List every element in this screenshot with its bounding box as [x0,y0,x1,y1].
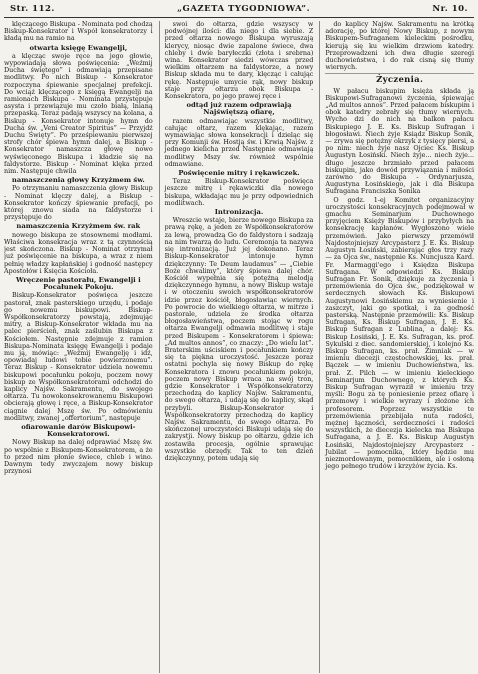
subheading: namaszczenia Krzyżmem św. rak [16,222,141,231]
subheading: ofiarowanie darów Biskupowi-Konsekratorowi. [21,422,136,439]
paragraph: razem odmawiając wszystkie modlitwy, całując ołtarz, razem klękając, razem wymawiając słowa konsekracji i dzieląc się przy Komunji św. Hostją św. i Krwią Najśw. z jednego kielicha przed Następnie odmawiają modlitwy Mszy św. również wspólnie odmawiane. [164,116,314,168]
subheading: Intronizacja. [214,208,264,217]
paragraph: Teraz Biskup-Konsekrator poświęca jeszcze mitrę i rękawiczki dla nowego biskupa, wkładając mu je przy odpowiednich modlitwach. [164,177,314,207]
issue-number: Nr. 10. [432,4,468,14]
column-3 [319,21,474,673]
paragraph: W pałacu biskupim księża składa ją Biskupowi-Sufraganowi życzenia, śpiewając „Ad multos annos”. Przed pałacem biskupim i obok katedry zebrały się tłumy wiernych. Wycho dzi do nich na balkon pałacu Biskupiego J. E. Ks. Biskup Sufragan i błogosławi. Niech żyje Ksiądz Biskup Sonik,— zrywa się potężny okrzyk z tysięcy piersi, a po nim: niech żyje nasz Ojciec Ks. Biskup Augustyn Łosiński. Niech żyje... niech żyje... długo jeszcze brzmiało przed pałacem biskupim, jako dowód przywiązania i miłości zarówno do Biskupa - Ordynarjusza, Augustyna Łosińskiego, jak i dla Biskupa Sufragana Franciszka Sonika [325,86,475,196]
paragraph: Wreszcie wstaje, bierze nowego Biskupa za prawą rękę, a jeden ze Współkonsekratorów za lewą, prowadzą Go do faldystora i sadzają na nim twarzą do ludu. Ceremonja ta nazywa się intronizacją. Już jej dokonano. Teraz Biskup-Konsekrator intonuje hymn dziękczynny: Te Deum laudamus” — „Ciebie Boże chwalimy”, który śpiewa dalej chór. Kościół wypełnia się potężną melodją dziękczynnego hymnu, a nowy Biskup wstaje i w otoczeniu swoich współkonsekratorów idzie przez kościół, błogosławiąc wiernych. Po powrocie do wielkiego ołtarza, w mitrze i pastorale, udziela ze środka ołtarza błogosławieństwa, poczem stojąc w rogu ołtarza Ewangelji odmawia modlitwę i staje przed Biskupem - Konsekratorem i śpiewa: „Ad multos annos”, co znaczy: „Do wielu lat”. Braterskim uściskiem i pocałunkiem kończy się ta piękna uroczystość. Jeszcze poraz ostatni pochyla się nowy Biskup do rękę Konsekratora i znowu pocałunkiem pokoju, poczem nowy Biskup wraca na swój tron, gdzie Konsekrator i Współkonsekratorzy przechodzą do kaplicy Najśw. Sakramentu, do swego ołtarza, i udają się do kaplicy, skąd przybyli. Biskup-Konsekrator i Współkonsekratorzy przechodzą do kaplicy Najśw. Sakramentu, do swego ołtarza. Po skończonej uroczystości Biskupi udają się do zakrystji. Nowy biskup po ołtarzu, gdzie ich zostawiła procesja, ogólnie sprawując wszystkie obrzędy. Tak to ten dzień dziękczynny, potem udają się [164,216,314,462]
paragraph: Po otrzymaniu namaszczenia głowy Biskup - Nominat klęczy dalej, a Biskup - Konsekrator kończy śpiewanie prefacji, po której znowu siada na faldystorze i przystępuje do [4,184,153,222]
paragraph: Biskup-Konsekrator poświęca jeszcze pastorał, znak pasterskiego urzędu, i podaje go nowemu biskupowi. Biskup-Współkonsekratorzy powstają, zdejmując mitry, a Biskup-Konsekrator wkłada mu na palec pierścień, znak zaślubin Biskupa z Kościołem. Następnie zdejmuje z ramion Biskupa-Nominata księgę Ewangelji i podaje mu ją, mówiąc: „Weźmij Ewangelję i idź, opowiadaj ludowi tobie powierzonemu”. Teraz Biskup - Konsekrator udziela nowemu biskupowi pocałunku pokoju, poczem nowy biskup ze Współkonsekratorami odchodzi do kaplicy Najśw. Sakramentu, do swojego ołtarza. Tu nowokonsekrowanemu Biskupowi obcierają głowę i ręce, a Biskup-Konsekrator ciągnie dalej Mszę św. Po odmówieniu modlitwy, zwanej „offertorium”, następuje [4,291,153,422]
subheading: Poświęcenie mitry i rękawiczek. [178,169,300,178]
section-heading: Życzenia. [376,75,424,86]
page-header [4,4,474,18]
newspaper-title: „GAZETA TYGODNIOWA”. [177,4,311,14]
column-2 [159,21,314,673]
paragraph: a klęcząc swoje ręce na jego głowie, wypowiadają słowa poświęcenia: „Weźmij Ducha świętego” i odmawiają przepisane modlitwy. Po nich Biskup - Konsekrator rozpoczyna śpiewanie specjalnej prefekcji. Do wciąż klęczącego z księgą Ewangelji na ramionach Biskupa - Nominata przystępuje asysta i przewiązuje mu czoło białą, lnianą przepaską. Teraz padają wszyscy na kolana, a Biskup - Konsekrator intonuje hymn do Ducha św. „Veni Creator Spiritus” — Przyjdź Duchu Święty”. Po prześpiewaniu pierwszej strofy chór śpiewa hymn dalej, a Biskup - Konsekrator namaszcza głowę nowo wyświęconego Biskupa i kładzie się na faldystorze. Biskup - Nominat klęka przed nim. Następuje chwila [4,51,153,176]
paragraph: klęczącego Biskupa - Nominata pod chodzą Biskup-Konsekrator i Współ konsekratorzy i kładą mu na ramio na [4,21,153,43]
subheading: Wręczenie pastorału, Ewangelji i Pocałunek Pokoju. [15,275,141,292]
paragraph: swoi do ołtarza, gdzie wszyscy w podwójnej ilości: dla niego i dla siebie. Z przed ołtarza nowego Biskupa wyruszają klerycy, niosąc dwie zapalone świece, dwa chleby i dwie baryłeczki (złota i srebrna) wina. Konsekrator siedzi wówczas przed wielkim ołtarzem na faldystorze, a nowy Biskup składa mu te dary, klęcząc i całując rękę. Następuje umycie rąk, nowy biskup staje przy ołtarzu obok Biskupa - Konsekratora, po jego prawej ręce i [164,21,314,101]
subheading: odtąd już razem odprawiają Najświętszą ofiarę, [186,101,292,117]
article-columns [4,21,474,673]
page-number: Str. 112. [10,4,55,14]
paragraph: do kaplicy Najśw. Sakramentu na krótką adorację, po której Nowy Biskup, z nowym Biskupem-Sufraganem kieleckim pośrodku, kierują się ku wielkim drzwiom katedry. Przeprowadzeni ich dwa długie szeregi duchowieństwa, i do rak cisną się tłumy wiernych. [325,21,475,72]
paragraph: Nowy Biskup na dalej odprawiać Mszę św. po wspólnie z Biskupem-Konsekratorem, a że to przed nim płonie świece, chleb i wino. Dawnym tedy zwyczajem nowy biskup przynosi [4,438,153,476]
subheading: namaszczenia głowy Krzyżmem św. [11,176,145,185]
subheading: otwarta księgę Ewangelji, [29,43,128,52]
paragraph: O godz. 1-ej Komitet organizacyjny uroczystości konsekracyjnych podejmował w gmachu Seminarjum Duchownego przyjęciem Księży Biskupów i przybyłych na konsekrację kapłanów. Wygłoszono wiele przemówień. Jako pierwszy przemówił Najdostojniejszy Arcypasterz J. E. Ks. Biskup Augustyn Łosiński, zabierając głos trzy razy — za Ojca św., następnie Ks. Nuncjusza Kard. Fr. Marmaggi'ego i Księdza Biskupa Sufragana. W odpowiedzi Ks. Biskup Sufragan Fr. Sonik, dziękuje za życzenia i przemówienia do Ojca św., podziękował w serdecznych słowach Ks. Biskupowi Augustynowi Łosińskiemu za wyniesienie i zaszczyt, jaki go spotkał, i za godność pasterską. Następnie przemówili: Ks. Biskup Sufragan, Ks. Biskup Sufragan, J. E. Ks. Biskup Sufragan z Lublina, a dalej: Ks. Biskup Łosiński, J. E. Ks. Sufragan, ks. prof. Sykulski z diec. sandomierskiej, i kolejno Ks. Biskup Sufragan, ks. prał. Zimniak — w imieniu diecezji częstochowskiej, ks. prał. Bączek — w imieniu Duchowieństwa, ks. prał. Z. Pilch — w imieniu kieleckiego Seminarjum Duchownego, z których Ks. Biskup Sufragan wyraził w imieniu trzy myśli: Bogu za tę poniesienie przez ofiarę i przemowy i wielkie wyrazy i złożone ich profesorem. Poprzez wszystkie te przemówienia przebijała nuta radości, mężnej łączności, serdeczności i radości wszystkich, że diecezja kielecka ma Biskupa Sufragana, a J. E. Ks. Biskup Augustyn Łosiński, Najdostojniejszy Arcypasterz - Jubilat — pomocnika, który będzie mu niezmordowanym, pomocnikiem, ale i osłoną jego pełnego trudów i krzyżów życia. Ks. [325,195,475,471]
paragraph: nowego biskupa ze stosownemi modłami. Właściwa konsekracja wraz z tą czynnością jest skończona. Biskup - Nominat otrzymał już poświęcenie na biskupa, a wraz z niem pełnię władzy kapłańskiej i godność następcy Apostołów i Księcia Kościoła. [4,230,153,275]
column-1 [4,21,153,673]
